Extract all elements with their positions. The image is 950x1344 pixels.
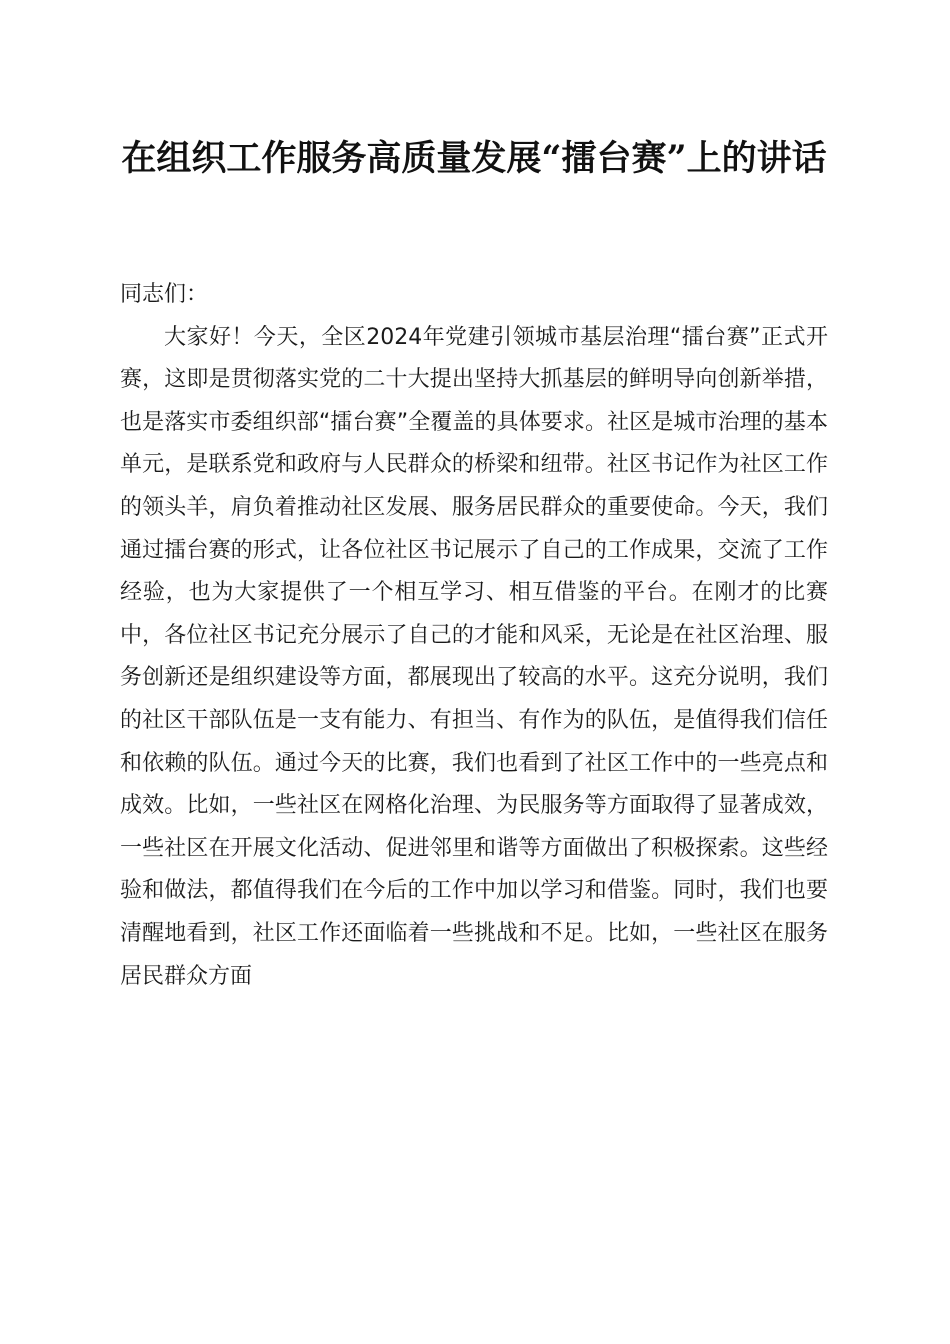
document-title: 在组织工作服务高质量发展“擂台赛”上的讲话: [121, 138, 827, 179]
document-body: [120, 274, 828, 998]
body-paragraph: 大家好！今天，全区2024年党建引领城市基层治理“擂台赛”正式开赛，这即是贯彻落实党的二十大提出坚持大抓基层的鲜明导向创新举措，也是落实市委组织部“擂台赛”全覆盖的具体要求。社区是城市治理的基本单元，是联系党和政府与人民群众的桥梁和纽带。社区书记作为社区工作的领头羊，肩负着推动社区发展、服务居民群众的重要使命。今天，我们通过擂台赛的形式，让各位社区书记展示了自己的工作成果，交流了工作经验，也为大家提供了一个相互学习、相互借鉴的平台。在刚才的比赛中，各位社区书记充分展示了自己的才能和风采，无论是在社区治理、服务创新还是组织建设等方面，都展现出了较高的水平。这充分说明，我们的社区干部队伍是一支有能力、有担当、有作为的队伍，是值得我们信任和依赖的队伍。通过今天的比赛，我们也看到了社区工作中的一些亮点和成效。比如，一些社区在网格化治理、为民服务等方面取得了显著成效，一些社区在开展文化活动、促进邻里和谐等方面做出了积极探索。这些经验和做法，都值得我们在今后的工作中加以学习和借鉴。同时，我们也要清醒地看到，社区工作还面临着一些挑战和不足。比如，一些社区在服务居民群众方面: [120, 324, 828, 989]
salutation: 同志们：: [120, 282, 209, 307]
